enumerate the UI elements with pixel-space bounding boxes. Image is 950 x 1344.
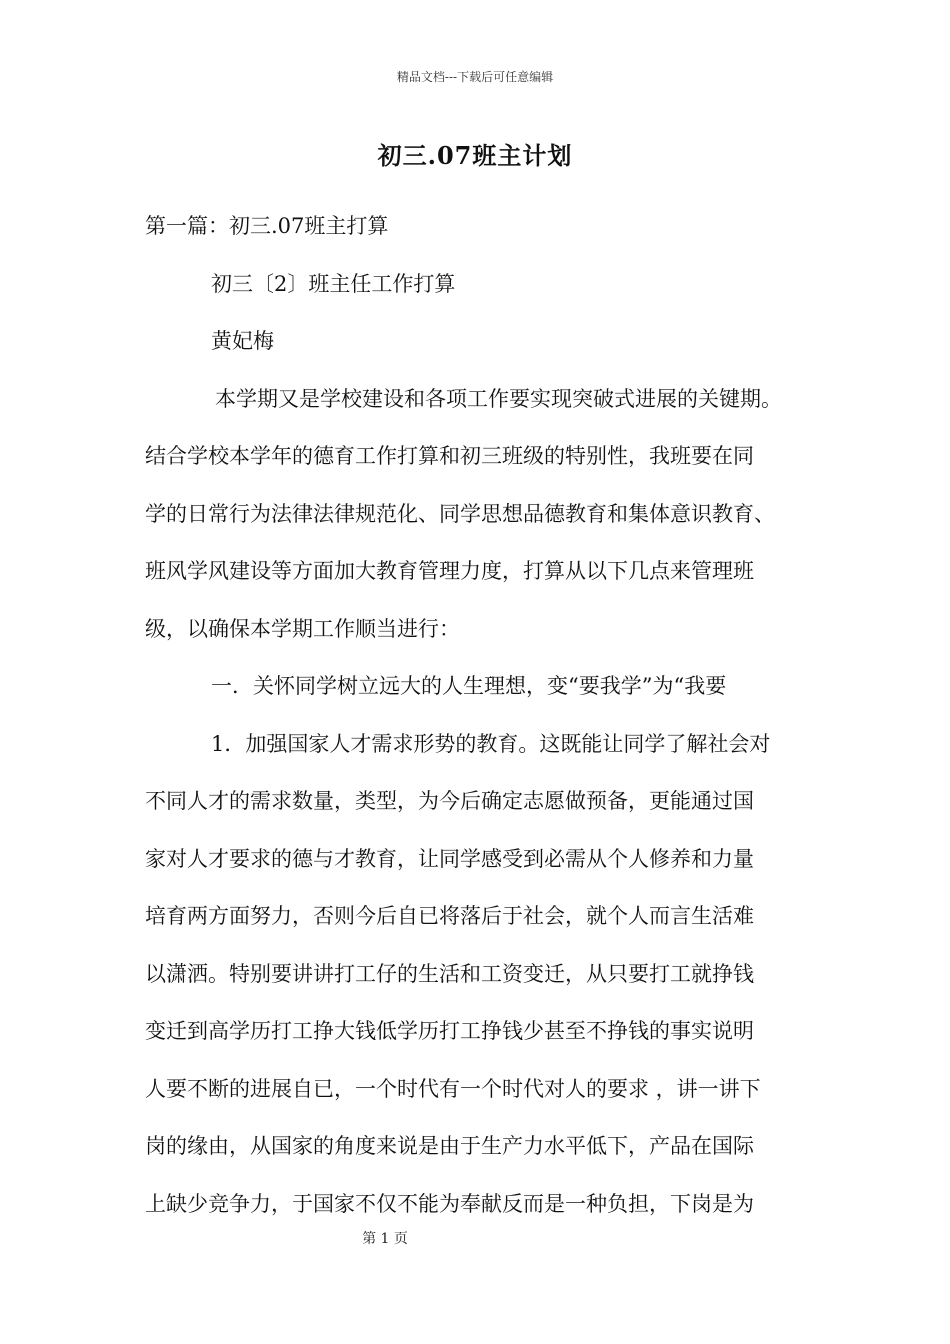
paragraph-line: 培育两方面努力，否则今后自已将落后于社会，就个人而言生活难 bbox=[145, 904, 754, 928]
page-number: 第 1 页 bbox=[362, 1231, 408, 1247]
paragraph-line: 岗的缘由，从国家的角度来说是由于生产力水平低下，产品在国际 bbox=[145, 1134, 754, 1158]
document-body bbox=[145, 198, 820, 1233]
paragraph-line: 上缺少竞争力，于国家不仅不能为奉献反而是一种负担，下岗是为 bbox=[145, 1191, 754, 1216]
paragraph-line: 不同人才的需求数量，类型，为今后确定志愿做预备，更能通过国 bbox=[145, 789, 754, 813]
paragraph-line: 班风学风建设等方面加大教育管理力度，打算从以下几点来管理班 bbox=[145, 559, 754, 583]
paragraph-line: 级，以确保本学期工作顺当进行： bbox=[145, 616, 460, 641]
author-name: 黄妃梅 bbox=[211, 329, 274, 353]
header-note: 精品文档---下载后可任意编辑 bbox=[396, 70, 554, 84]
paragraph-line: 人要不断的进展自已，一个时代有一个时代对人的要求 ，讲一讲下 bbox=[145, 1076, 761, 1101]
paragraph-line: 家对人才要求的德与才教育，让同学感受到必需从个人修养和力量 bbox=[145, 846, 754, 871]
intro-paragraph bbox=[145, 371, 820, 659]
document-title: 初三.07班主计划 bbox=[377, 141, 573, 170]
section-heading: 第一篇：初三.07班主打算 bbox=[145, 214, 389, 238]
document-subtitle: 初三〔2〕班主任工作打算 bbox=[211, 271, 456, 296]
paragraph-line: 1．加强国家人才需求形势的教育。这既能让同学了解社会对 bbox=[211, 731, 771, 756]
paragraph-line: 学的日常行为法律法律规范化、同学思想品德教育和集体意识教育、 bbox=[145, 501, 775, 526]
paragraph-line: 本学期又是学校建设和各项工作要实现突破式进展的关键期。 bbox=[215, 386, 782, 411]
point-1-paragraph bbox=[145, 716, 820, 1234]
item-heading: 一．关怀同学树立远大的人生理想，变“要我学”为“我要 bbox=[211, 674, 727, 698]
paragraph-line: 以潇洒。特别要讲讲打工仔的生活和工资变迁，从只要打工就挣钱 bbox=[145, 961, 754, 986]
paragraph-line: 结合学校本学年的德育工作打算和初三班级的特别性，我班要在同 bbox=[145, 444, 754, 468]
paragraph-line: 变迁到高学历打工挣大钱低学历打工挣钱少甚至不挣钱的事实说明 bbox=[145, 1019, 754, 1043]
